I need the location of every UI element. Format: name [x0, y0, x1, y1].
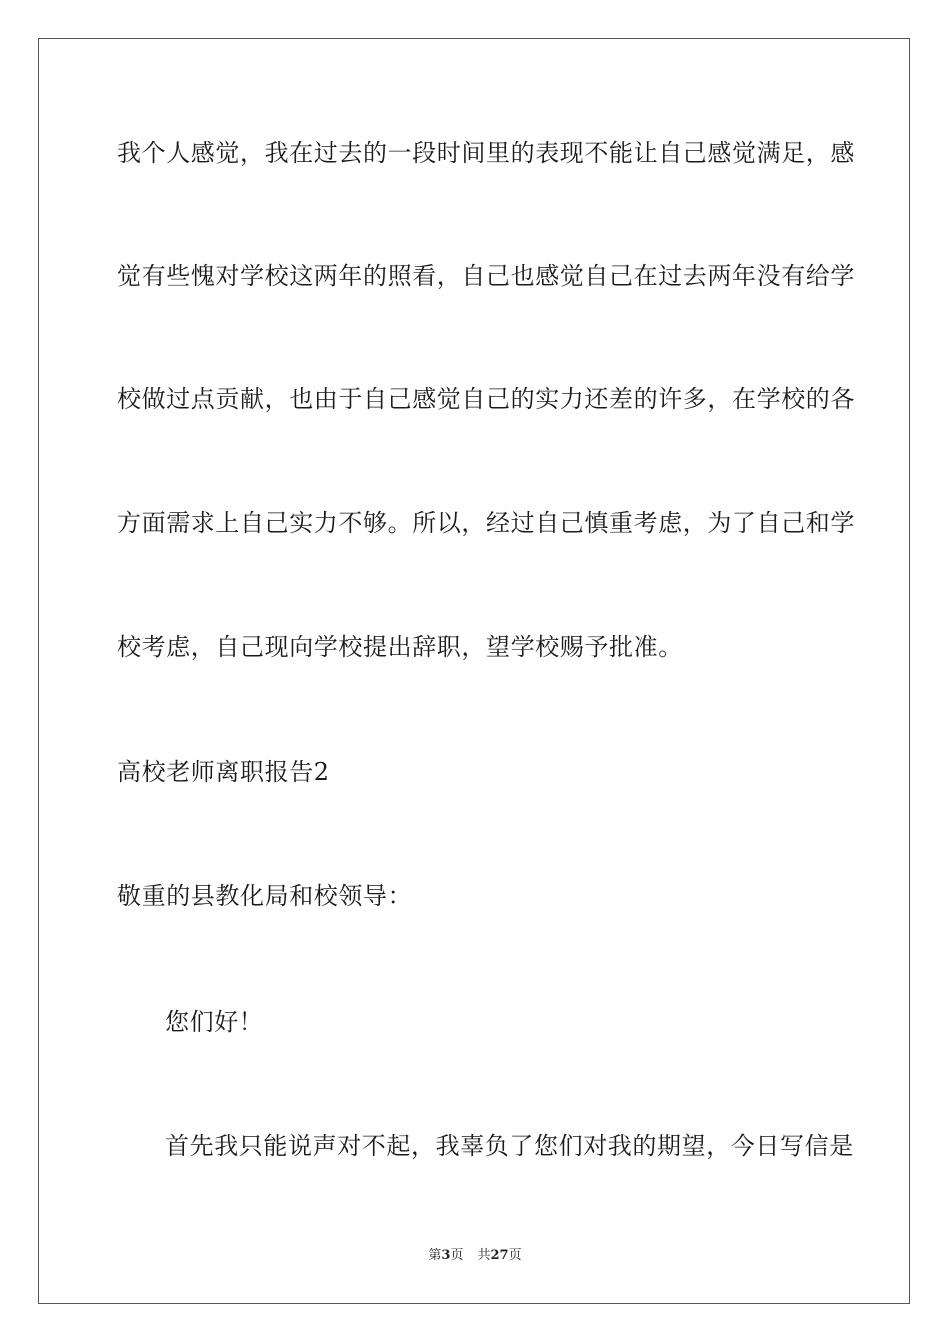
body-line-1: 我个人感觉，我在过去的一段时间里的表现不能让自己感觉满足，感 — [117, 139, 855, 167]
body-line-3: 校做过点贡献，也由于自己感觉自己的实力还差的许多，在学校的各 — [117, 385, 855, 413]
page-suffix: 页 — [450, 1248, 464, 1263]
page-prefix: 第 — [428, 1248, 442, 1263]
total-pages: 27 — [490, 1248, 509, 1263]
page-number: 3 — [441, 1248, 451, 1263]
salutation: 敬重的县教化局和校领导： — [117, 882, 413, 910]
body-line-2: 觉有些愧对学校这两年的照看，自己也感觉自己在过去两年没有给学 — [117, 262, 855, 290]
body-line-6: 首先我只能说声对不起，我辜负了您们对我的期望，今日写信是 — [165, 1132, 854, 1160]
body-line-5: 校考虑，自己现向学校提出辞职，望学校赐予批准。 — [117, 633, 683, 661]
section-heading: 高校老师离职报告2 — [117, 758, 330, 786]
page-border — [38, 38, 910, 1304]
page-footer — [0, 1247, 950, 1265]
body-line-4: 方面需求上自己实力不够。所以，经过自己慎重考虑，为了自己和学 — [117, 509, 855, 537]
total-prefix: 共 — [477, 1248, 491, 1263]
greeting: 您们好！ — [165, 1008, 264, 1036]
total-suffix: 页 — [508, 1248, 522, 1263]
